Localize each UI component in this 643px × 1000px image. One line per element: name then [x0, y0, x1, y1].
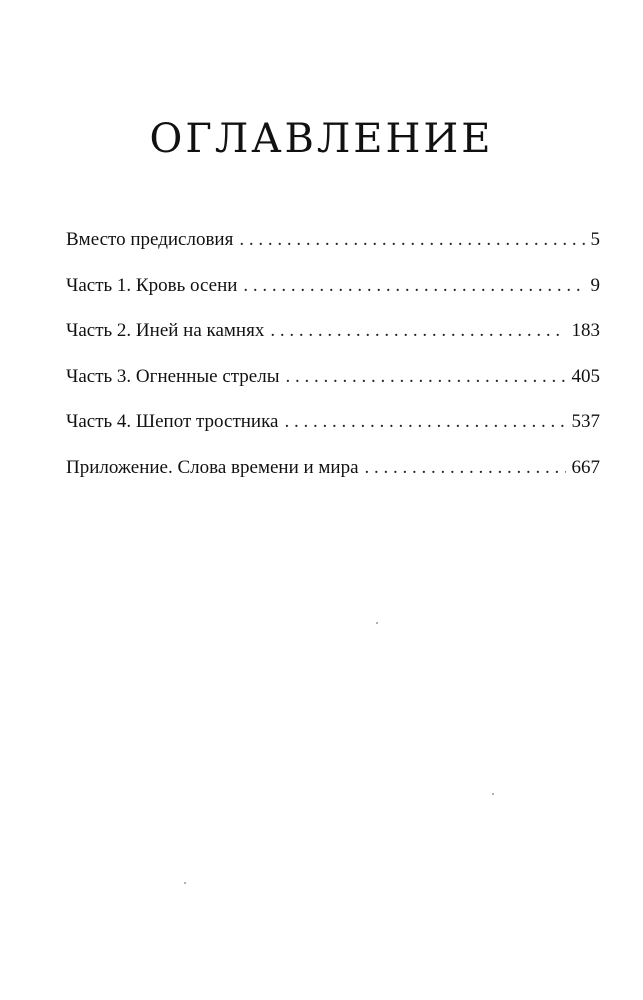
table-of-contents — [66, 228, 600, 501]
toc-entry-part-1 — [66, 274, 600, 320]
dot-leader — [285, 365, 565, 389]
toc-entry-part-4 — [66, 410, 600, 456]
toc-entry-label: Часть 4. Шепот тростника — [66, 411, 279, 432]
dot-leader — [365, 456, 566, 480]
toc-entry-part-2 — [66, 319, 600, 365]
toc-entry-page: 9 — [590, 274, 600, 296]
dot-leader — [239, 228, 584, 252]
page-title: ОГЛАВЛЕНИЕ — [149, 116, 494, 162]
toc-entry-label: Вместо предисловия — [66, 229, 234, 250]
toc-entry-page: 405 — [571, 365, 600, 387]
dot-leader — [243, 274, 584, 298]
toc-entry-label: Часть 2. Иней на камнях — [66, 320, 265, 341]
paper-speck — [184, 882, 186, 884]
toc-entry-page: 537 — [571, 411, 600, 432]
toc-entry-part-3 — [66, 365, 600, 411]
paper-speck — [376, 622, 378, 624]
toc-entry-page: 5 — [590, 229, 600, 250]
toc-entry-label: Часть 1. Кровь осени — [66, 274, 238, 296]
toc-entry-page: 183 — [571, 320, 600, 341]
toc-entry-label: Часть 3. Огненные стрелы — [66, 365, 280, 387]
toc-entry-appendix — [66, 456, 600, 502]
toc-entry-page: 667 — [571, 456, 600, 478]
dot-leader — [284, 410, 565, 434]
toc-entry-label: Приложение. Слова времени и мира — [66, 456, 359, 478]
paper-speck — [492, 793, 494, 795]
dot-leader — [270, 319, 565, 343]
toc-entry-preface — [66, 228, 600, 274]
